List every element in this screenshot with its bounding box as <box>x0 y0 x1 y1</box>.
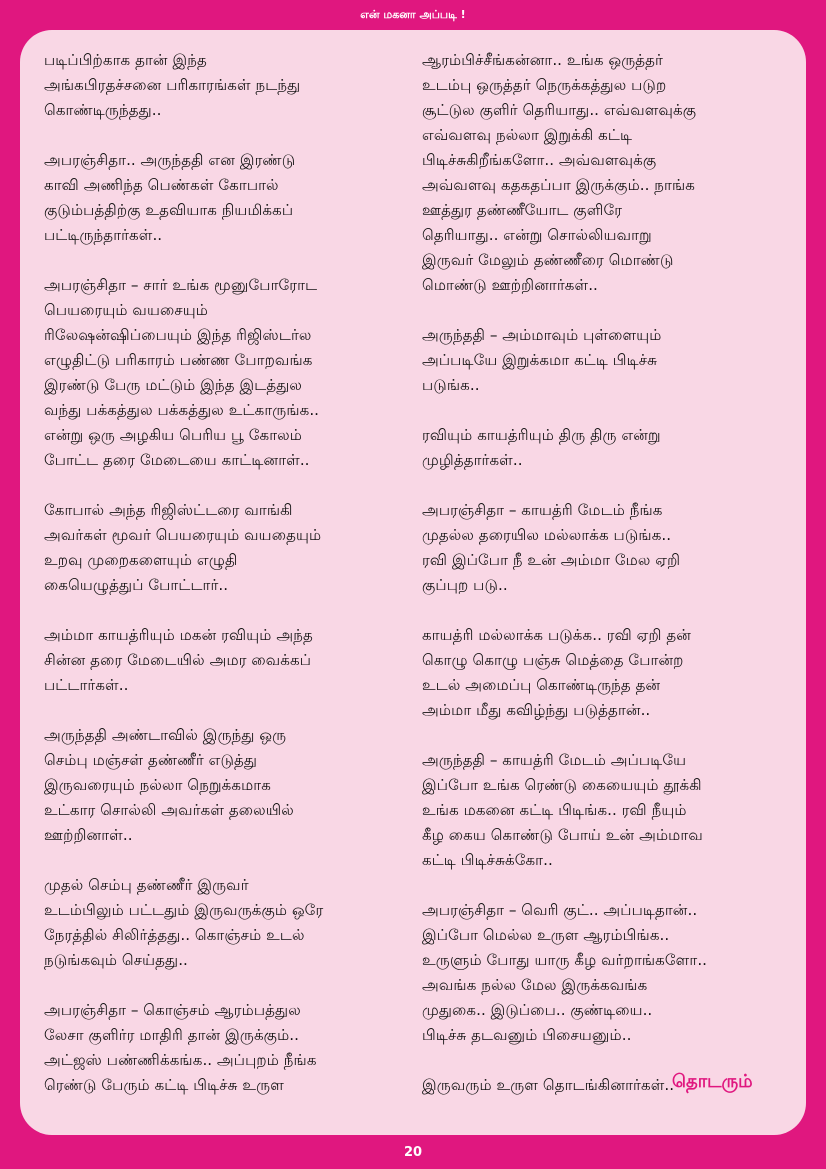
paragraph: ஆரம்பிச்சீங்கன்னா.. உங்க ஒருத்தர் உடம்பு ஒருத்தர் நெருக்கத்துல படுற சூட்டுல குளிர் தெரியாது.. எவ்வளவுக்கு எவ்வளவு நல்லா இறுக்கி கட்டி பிடிச்சுகிறீங்களோ.. அவ்வளவுக்கு அவ்வளவு கதகதப்பா இருக்கும்.. நாங்க ஊத்துர தண்ணீயோட குளிரே தெரியாது.. என்று சொல்லியவாறு இருவர் மேலும் தண்ணீரை மொண்டு மொண்டு ஊற்றினார்கள்.. <box>422 51 697 294</box>
page-header <box>0 0 826 30</box>
paragraph: அம்மா காயத்ரியும் மகன் ரவியும் அந்த சின்ன தரை மேடையில் அமர வைக்கப் பட்டார்கள்.. <box>44 626 313 694</box>
paragraph: படிப்பிற்காக தான் இந்த அங்கபிரதச்சனை பரிகாரங்கள் நடந்து கொண்டிருந்தது.. <box>44 51 301 119</box>
paragraph: அருந்ததி அண்டாவில் இருந்து ஒரு செம்பு மஞ்சள் தண்ணீர் எடுத்து இருவரையும் நல்லா நெறுக்கமாக உட்கார சொல்லி அவர்கள் தலையில் ஊற்றினாள்.. <box>44 726 294 844</box>
paragraph: முதல் செம்பு தண்ணீர் இருவர் உடம்பிலும் பட்டதும் இருவருக்கும் ஒரே நேரத்தில் சிலிர்த்தது.. கொஞ்சம் உடல் நடுங்கவும் செய்தது.. <box>44 876 324 969</box>
page-number: 20 <box>403 1145 423 1160</box>
paragraph: அபரஞ்சிதா – சார் உங்க மூனுபோரோட பெயரையும் வயசையும் ரிலேஷன்ஷிப்பையும் இந்த ரிஜிஸ்டர்ல எழுதிட்டு பரிகாரம் பண்ண போறவங்க இரண்டு பேரு மட்டும் இந்த இடத்துல வந்து பக்கத்துல பக்கத்துல உட்காருங்க.. என்று ஒரு அழகிய பெரிய பூ கோலம் போட்ட தரை மேடையை காட்டினாள்.. <box>44 276 319 469</box>
magazine-title: என் மகனா அப்படி ! <box>360 8 466 21</box>
paragraph: அருந்ததி – அம்மாவும் புள்ளையும் அப்படியே இறுக்கமா கட்டி பிடிச்சு படுங்க.. <box>422 326 662 394</box>
paragraph: அபரஞ்சிதா.. அருந்ததி என இரண்டு காவி அணிந்த பெண்கள் கோபால் குடும்பத்திற்கு உதவியாக நியமிக்கப் பட்டிருந்தார்கள்.. <box>44 151 296 244</box>
paragraph: இருவரும் உருள தொடங்கினார்கள்.. <box>422 1076 675 1094</box>
paragraph: அருந்ததி – காயத்ரி மேடம் அப்படியே இப்போ உங்க ரெண்டு கையையும் தூக்கி உங்க மகனை கட்டி பிடிங்க.. ரவி நீயும் கீழ கைய கொண்டு போய் உன் அம்மாவ கட்டி பிடிச்சுக்கோ.. <box>422 751 703 869</box>
paragraph: கோபால் அந்த ரிஜிஸ்ட்டரை வாங்கி அவர்கள் மூவர் பெயரையும் வயதையும் உறவு முறைகளையும் எழுதி கையெழுத்துப் போட்டார்.. <box>44 501 322 594</box>
left-column <box>44 48 429 1123</box>
content-panel <box>20 30 806 1135</box>
paragraph: அபரஞ்சிதா – காயத்ரி மேடம் நீங்க முதல்ல தரையில மல்லாக்க படுங்க.. ரவி இப்போ நீ உன் அம்மா மேல ஏறி குப்புற படு.. <box>422 501 681 594</box>
paragraph: காயத்ரி மல்லாக்க படுக்க.. ரவி ஏறி தன் கொழு கொழு பஞ்சு மெத்தை போன்ற உடல் அமைப்பு கொண்டிருந்த தன் அம்மா மீது கவிழ்ந்து படுத்தான்.. <box>422 626 692 719</box>
continued-label: தொடரும் <box>672 1071 753 1092</box>
paragraph: ரவியும் காயத்ரியும் திரு திரு என்று முழித்தார்கள்.. <box>422 426 661 469</box>
right-column <box>422 48 807 1123</box>
paragraph: அபரஞ்சிதா – வெரி குட்.. அப்படிதான்.. இப்போ மெல்ல உருள ஆரம்பிங்க.. உருளும் போது யாரு கீழ வர்றாங்களோ.. அவங்க நல்ல மேல இருக்கவங்க முதுகை.. இடுப்பை.. குண்டியை.. பிடிச்சு தடவனும் பிசையனும்.. <box>422 901 707 1044</box>
paragraph: அபரஞ்சிதா – கொஞ்சம் ஆரம்பத்துல லேசா குளிர்ர மாதிரி தான் இருக்கும்.. அட்ஜஸ் பண்ணிக்கங்க.. அப்புறம் நீங்க ரெண்டு பேரும் கட்டி பிடிச்சு உருள <box>44 1001 317 1094</box>
